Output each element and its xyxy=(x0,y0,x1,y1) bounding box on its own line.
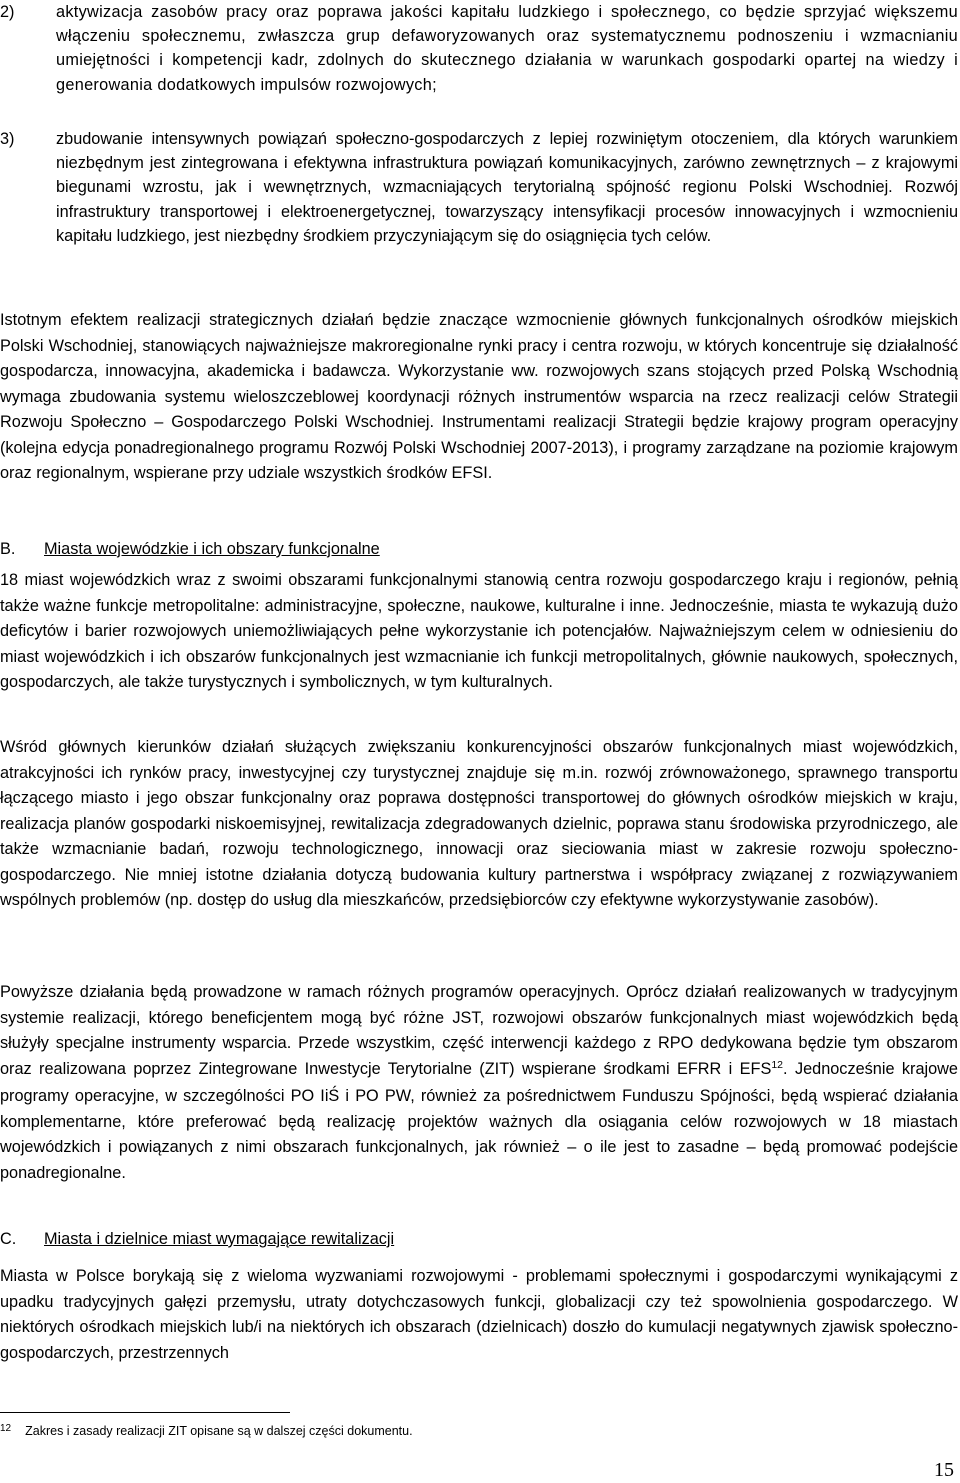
section-letter: B. xyxy=(0,540,16,558)
section-heading-b xyxy=(0,537,958,561)
list-item-number: 2) xyxy=(0,3,15,21)
footnote-divider xyxy=(0,1412,290,1413)
footnote-text: Zakres i zasady realizacji ZIT opisane są w dalszej części dokumentu. xyxy=(25,1424,413,1438)
footnote xyxy=(0,1420,958,1444)
body-paragraph xyxy=(0,980,958,1186)
list-item-text: aktywizacja zasobów pracy oraz poprawa jakości kapitału ludzkiego i społecznego, co będzie sprzyjać większemu włączeniu społecznemu, zwłaszcza grup defaworyzowanych oraz systematycznemu podnoszeniu i wzmacnianiu umiejętności i kompetencji kadr, zdolnych do skutecznego działania w warunkach gospodarki opartej na wiedzy i generowania dodatkowych impulsów rozwojowych; xyxy=(56,3,958,94)
footnote-reference: 12 xyxy=(771,1058,784,1071)
section-heading-c xyxy=(0,1227,958,1251)
body-paragraph: Istotnym efektem realizacji strategicznych działań będzie znaczące wzmocnienie głównych funkcjonalnych ośrodków miejskich Polski Wschodniej, stanowiących najważniejsze makroregionalne rynki pracy i centra rozwoju, w których koncentruje się działalność gospodarcza, innowacyjna, akademicka i badawcza. Wykorzystanie ww. rozwojowych szans stojących przed Polską Wschodnią wymaga zbudowania systemu wieloszczeblowej koordynacji różnych instrumentów wsparcia na rzecz realizacji celów Strategii Rozwoju Społeczno – Gospodarczego Polski Wschodniej. Instrumentami realizacji Strategii będzie krajowy program operacyjny (kolejna edycja ponadregionalnego programu Rozwój Polski Wschodniej 2007-2013), i programy zarządzane na poziomie krajowym oraz regionalnym, wspierane przy udziale wszystkich środków EFSI. xyxy=(0,311,958,482)
list-item-text: zbudowanie intensywnych powiązań społeczno-gospodarczych z lepiej rozwiniętym otoczeniem, dla których warunkiem niezbędnym jest zintegrowana i efektywna infrastruktura powiązań komunikacyjnych, zarówno zewnętrznych – z krajowymi biegunami wzrostu, jak i wewnętrznych, wzmacniających terytorialną spójność regionu Polski Wschodniej. Rozwój infrastruktury transportowej i elektroenergetycznej, towarzyszący intensyfikacji procesów innowacyjnych i wzmocnieniu kapitału ludzkiego, jest niezbędny środkiem przyczyniającym się do osiągnięcia tych celów. xyxy=(56,130,958,245)
body-paragraph: Wśród głównych kierunków działań służących zwiększaniu konkurencyjności obszarów funkcjonalnych miast wojewódzkich, atrakcyjności ich rynków pracy, inwestycyjnej czy turystycznej znajduje się m.in. rozwój zrównoważonego, sprawnego transportu łączącego miasto i jego obszar funkcjonalny oraz poprawa dostępności transportowej do głównych ośrodków miejskich w kraju, realizacja planów gospodarki niskoemisyjnej, rewitalizacja zdegradowanych dzielnic, poprawa stanu środowiska przyrodniczego, ale także wzmacnianie badań, rozwoju technologicznego, innowacji oraz sieciowania miast w zakresie rozwoju społeczno-gospodarczego. Nie mniej istotne działania dotyczą budowania kultury partnerstwa i współpracy związanej z rozwiązywaniem wspólnych problemów (np. dostęp do usług dla mieszkańców, przedsiębiorców czy efektywne wykorzystywanie zasobów). xyxy=(0,738,958,909)
list-item-number: 3) xyxy=(0,130,15,148)
footnote-number: 12 xyxy=(0,1423,12,1434)
paragraph-text: Powyższe działania będą prowadzone w ramach różnych programów operacyjnych. Oprócz działań realizowanych w tradycyjnym systemie realizacji, którego beneficjentem mogą być różne JST, rozwojowi obszarów funkcjonalnych miast wojewódzkich będą służyły specjalne instrumenty wsparcia. Przede wszystkim, część interwencji każdego z RPO dedykowana będzie tym obszarom oraz realizowana poprzez Zintegrowane Inwestycje Terytorialne (ZIT) wspierane środkami EFRR i EFS xyxy=(0,983,958,1078)
section-title: Miasta wojewódzkie i ich obszary funkcjonalne xyxy=(44,540,380,558)
section-title: Miasta i dzielnice miast wymagające rewitalizacji xyxy=(44,1230,395,1248)
paragraph-text: . Jednocześnie krajowe programy operacyjne, w szczególności PO IiŚ i PO PW, również za pośrednictwem Funduszu Spójności, będą wspierać działania komplementarne, które preferować będą realizację projektów ważnych dla osiągania celów rozwojowych w 18 miastach wojewódzkich i powiązanych z nimi obszarach funkcjonalnych, jak również – o ile jest to zasadne – będą promować podejście ponadregionalne. xyxy=(0,1059,958,1182)
page-number: 15 xyxy=(934,1459,954,1481)
section-letter: C. xyxy=(0,1230,17,1248)
list-item xyxy=(0,127,958,248)
body-paragraph: 18 miast wojewódzkich wraz z swoimi obszarami funkcjonalnymi stanowią centra rozwoju gospodarczego kraju i regionów, pełnią także ważne funkcje metropolitalne: administracyjne, społeczne, naukowe, kulturalne i inne. Jednocześnie, miasta te wykazują dużo deficytów i barier rozwojowych uniemożliwiających pełne wykorzystanie ich potencjałów. Najważniejszym celem w odniesieniu do miast wojewódzkich i ich obszarów funkcjonalnych jest wzmacnianie ich funkcji metropolitalnych, głównie naukowych, społecznych, gospodarczych, ale także turystycznych i symbolicznych, w tym kulturalnych. xyxy=(0,571,958,691)
list-item xyxy=(0,0,958,97)
body-paragraph: Miasta w Polsce borykają się z wieloma wyzwaniami rozwojowymi - problemami społecznymi i gospodarczymi wynikającymi z upadku tradycyjnych gałęzi przemysłu, utraty dotychczasowych funkcji, globalizacji czy też spowolnienia gospodarczego. W niektórych ośrodkach miejskich lub/i na niektórych ich obszarach (dzielnicach) doszło do kumulacji negatywnych zjawisk społeczno-gospodarczych, przestrzennych xyxy=(0,1267,958,1362)
